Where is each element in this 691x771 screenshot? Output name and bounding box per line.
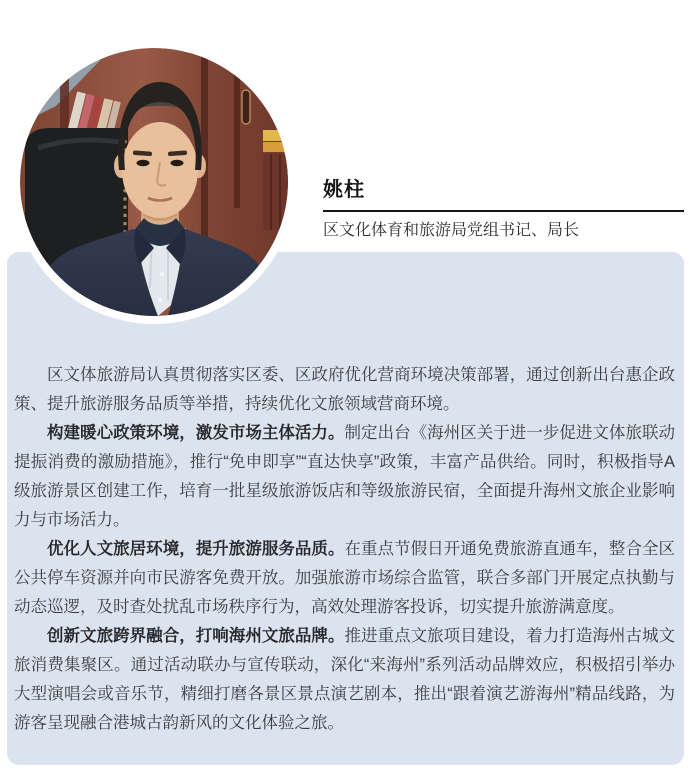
portrait-photo [12, 40, 296, 324]
paragraph-text: 在重点节假日开通免费旅游直通车，整合全区公共停车资源并向市民游客免费开放。加强旅游市场综合监管，联合多部门开展定点执勤与动态巡逻，及时查处扰乱市场秩序行为，高效处理游客投诉，切实提升旅游满意度。 [14, 540, 676, 616]
profile-block [323, 179, 684, 240]
article-body [14, 361, 675, 738]
person-name: 姚柱 [323, 179, 365, 201]
paragraph-lead: 构建暖心政策环境，激发市场主体活力。 [47, 424, 345, 442]
divider-line [323, 210, 684, 212]
person-title: 区文化体育和旅游局党组书记、局长 [323, 222, 580, 239]
paragraph-text: 区文体旅游局认真贯彻落实区委、区政府优化营商环境决策部署，通过创新出台惠企政策、提升旅游服务品质等举措，持续优化文旅领域营商环境。 [14, 366, 675, 413]
body-paragraph [14, 535, 675, 622]
paragraph-lead: 创新文旅跨界融合，打响海州文旅品牌。 [47, 627, 345, 645]
paragraph-lead: 优化人文旅居环境，提升旅游服务品质。 [47, 540, 345, 558]
portrait-illustration [20, 48, 288, 316]
paragraph-text: 推进重点文旅项目建设，着力打造海州古城文旅消费集聚区。通过活动联办与宣传联动，深化“来海州”系列活动品牌效应，积极招引举办大型演唱会或音乐节，精细打磨各景区景点演艺剧本，推出“跟着演艺游海州”精品线路，为游客呈现融合港城古韵新风的文化体验之旅。 [14, 627, 676, 732]
body-paragraph [14, 419, 675, 535]
body-paragraph [14, 622, 675, 738]
paragraph-text: 制定出台《海州区关于进一步促进文体旅联动提振消费的激励措施》，推行“免申即享”“直达快享”政策，丰富产品供给。同时，积极指导A级旅游景区创建工作，培育一批星级旅游饭店和等级旅游民宿，全面提升海州文旅企业影响力与市场活力。 [14, 424, 676, 529]
body-paragraph [14, 361, 675, 419]
